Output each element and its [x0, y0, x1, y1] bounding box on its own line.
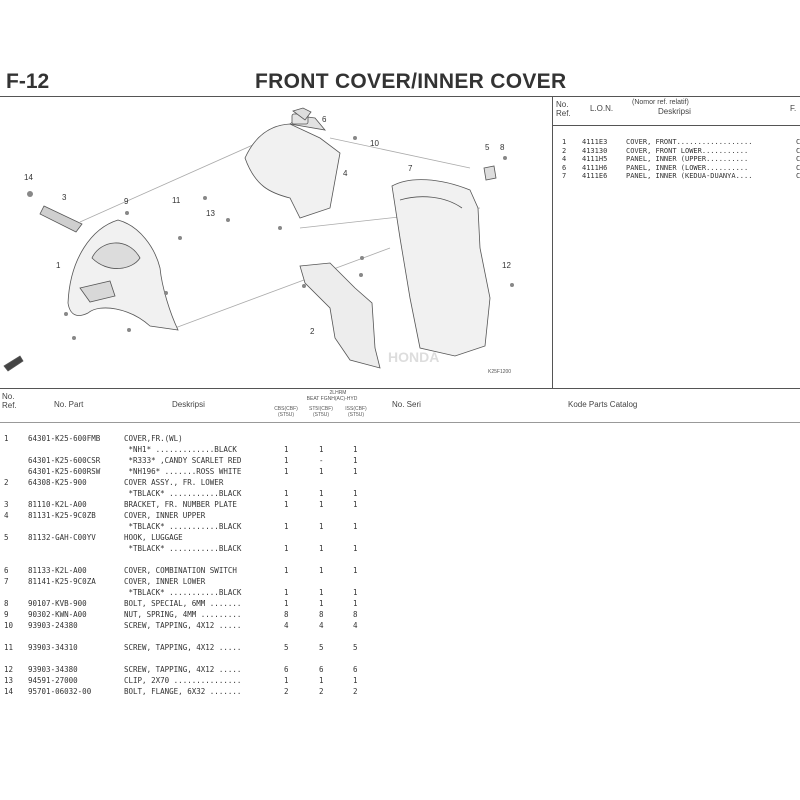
row-ref: 10 [4, 621, 14, 630]
row-qty-2: 1 [319, 445, 324, 454]
row-ref: 6 [4, 566, 9, 575]
row-qty-2: 2 [319, 687, 324, 696]
row-qty-1: 1 [284, 522, 289, 531]
row-part-number: 64301-K25-600FMB [28, 434, 101, 443]
row-qty-3: 1 [353, 445, 358, 454]
parts-col-variant-1: CBS(CBF) (ST5U) [274, 406, 298, 418]
row-description: *R333* ,CANDY SCARLET RED [124, 456, 242, 465]
row-part-number: 93903-34380 [28, 665, 78, 674]
callout-7: 7 [408, 164, 413, 173]
row-description: *TBLACK* ...........BLACK [124, 522, 242, 531]
row-description: *NH1* .............BLACK [124, 445, 237, 454]
table-row [0, 533, 800, 544]
callout-1: 1 [56, 261, 61, 270]
row-qty-2: 6 [319, 665, 324, 674]
parts-header-divider [0, 422, 800, 423]
ref-col-lon: L.O.N. [590, 104, 614, 113]
row-qty-3: 1 [353, 456, 358, 465]
ref-row-f: C [796, 138, 800, 146]
row-description: BOLT, SPECIAL, 6MM ....... [124, 599, 242, 608]
callout-11: 11 [172, 196, 181, 205]
ref-row-f: C [796, 155, 800, 163]
row-ref: 7 [4, 577, 9, 586]
table-row [0, 687, 800, 698]
row-part-number: 81141-K25-9C0ZA [28, 577, 96, 586]
ref-row-desc: PANEL, INNER (LOWER.......... [626, 163, 749, 172]
row-ref: 9 [4, 610, 9, 619]
table-row [0, 643, 800, 654]
row-part-number: 81133-K2L-A00 [28, 566, 87, 575]
row-qty-1: 1 [284, 676, 289, 685]
table-row [0, 522, 800, 533]
table-row [0, 511, 800, 522]
table-row [0, 676, 800, 687]
row-ref: 13 [4, 676, 14, 685]
ref-row-lon: 4111H5 [582, 155, 608, 163]
row-part-number: 93903-24380 [28, 621, 78, 630]
exploded-parts-diagram [0, 98, 552, 388]
table-row [0, 599, 800, 610]
row-qty-1: 1 [284, 445, 289, 454]
row-part-number: 94591-27000 [28, 676, 78, 685]
ref-col-f: F. [790, 104, 797, 113]
table-row [0, 665, 800, 676]
parts-col-no-part: No. Part [54, 400, 84, 409]
row-qty-3: 1 [353, 522, 358, 531]
table-row [0, 445, 800, 456]
table-row [0, 544, 800, 555]
row-description: SCREW, TAPPING, 4X12 ..... [124, 665, 242, 674]
row-part-number: 64301-K25-600CSR [28, 456, 101, 465]
row-part-number: 64308-K25-900 [28, 478, 87, 487]
row-part-number: 81131-K25-9C0ZB [28, 511, 96, 520]
ref-table-row [556, 164, 800, 173]
table-row [0, 489, 800, 500]
parts-table-body [0, 434, 800, 698]
row-qty-3: 6 [353, 665, 358, 674]
row-description: CLIP, 2X70 ............... [124, 676, 242, 685]
row-description: *TBLACK* ...........BLACK [124, 544, 242, 553]
ref-row-lon: 4111E3 [582, 138, 608, 146]
row-qty-2: 1 [319, 566, 324, 575]
table-row [0, 434, 800, 445]
ref-row-lon: 4111E6 [582, 172, 608, 180]
row-qty-1: 4 [284, 621, 289, 630]
callout-5: 5 [485, 143, 490, 152]
row-qty-1: 2 [284, 687, 289, 696]
row-qty-1: 8 [284, 610, 289, 619]
diagram-divider [552, 97, 553, 388]
row-description: COVER, INNER UPPER [124, 511, 206, 520]
table-row [0, 500, 800, 511]
row-ref: 5 [4, 533, 9, 542]
ref-row-desc: PANEL, INNER (UPPER.......... [626, 155, 749, 163]
row-qty-3: 1 [353, 544, 358, 553]
row-qty-3: 1 [353, 588, 358, 597]
parts-col-deskripsi: Deskripsi [172, 400, 205, 409]
table-row [0, 632, 800, 643]
row-qty-3: 2 [353, 687, 358, 696]
row-qty-3: 1 [353, 676, 358, 685]
row-description: COVER,FR.(WL) [124, 434, 183, 443]
callout-13: 13 [206, 209, 215, 218]
ref-row-lon: 413130 [582, 146, 608, 155]
row-qty-1: 1 [284, 456, 289, 465]
parts-col-variant-2: ST5I(CBF) (ST5U) [309, 406, 333, 418]
row-description: *TBLACK* ...........BLACK [124, 588, 242, 597]
row-description: COVER, INNER LOWER [124, 577, 206, 586]
table-row [0, 467, 800, 478]
header-divider [0, 96, 800, 97]
callout-3: 3 [62, 193, 67, 202]
row-ref: 1 [4, 434, 9, 443]
row-qty-3: 1 [353, 489, 358, 498]
ref-row-no: 4 [562, 155, 567, 163]
ref-row-no: 1 [562, 138, 567, 146]
ref-row-f: C [796, 146, 800, 155]
parts-col-no-seri: No. Seri [392, 400, 421, 409]
ref-table-row [556, 155, 800, 164]
row-description: *NH196* .......ROSS WHITE [124, 467, 242, 476]
row-qty-3: 8 [353, 610, 358, 619]
callout-14: 14 [24, 173, 33, 182]
page-title: FRONT COVER/INNER COVER [255, 70, 567, 93]
callout-12: 12 [502, 261, 511, 270]
row-description: SCREW, TAPPING, 4X12 ..... [124, 621, 242, 630]
ref-table-body [556, 138, 800, 181]
table-row [0, 577, 800, 588]
parts-model-code: 2LHRM [329, 390, 347, 396]
row-qty-2: 1 [319, 676, 324, 685]
ref-table-header-divider [552, 125, 800, 126]
table-row [0, 654, 800, 665]
callout-10: 10 [370, 139, 379, 148]
row-description: *TBLACK* ...........BLACK [124, 489, 242, 498]
row-qty-2: 1 [319, 500, 324, 509]
ref-row-no: 6 [562, 163, 567, 172]
table-row [0, 610, 800, 621]
row-qty-3: 1 [353, 467, 358, 476]
row-ref: 8 [4, 599, 9, 608]
ref-row-desc: COVER, FRONT.................. [626, 138, 753, 146]
ref-table-row [556, 138, 800, 147]
page-code: F-12 [6, 70, 50, 93]
row-description: HOOK, LUGGAGE [124, 533, 183, 542]
table-row [0, 555, 800, 566]
ref-row-lon: 4111H6 [582, 163, 608, 172]
callout-8: 8 [500, 143, 505, 152]
row-qty-1: 5 [284, 643, 289, 652]
ref-col-desc: Deskripsi [658, 107, 691, 116]
table-row [0, 621, 800, 632]
callout-9: 9 [124, 197, 129, 206]
row-description: COVER ASSY., FR. LOWER [124, 478, 224, 487]
row-qty-1: 6 [284, 665, 289, 674]
ref-col-no: No. Ref. [556, 100, 571, 118]
row-part-number: 64301-K25-600RSW [28, 467, 101, 476]
row-qty-2: 1 [319, 588, 324, 597]
row-qty-1: 1 [284, 599, 289, 608]
row-ref: 2 [4, 478, 9, 487]
row-qty-3: 5 [353, 643, 358, 652]
ref-table-row [556, 172, 800, 181]
parts-col-variant-3: ISS(CBF) (ST5U) [345, 406, 367, 418]
row-qty-3: 1 [353, 566, 358, 575]
diagram-code: K25F1200 [488, 369, 512, 375]
row-qty-2: 1 [319, 522, 324, 531]
row-qty-1: 1 [284, 588, 289, 597]
parts-model-name: BEAT FGNH(AC)-HYD [306, 396, 358, 402]
callout-6: 6 [322, 115, 327, 124]
row-ref: 11 [4, 643, 14, 652]
row-qty-1: 1 [284, 467, 289, 476]
ref-row-f: C [796, 163, 800, 172]
row-ref: 14 [4, 687, 14, 696]
row-part-number: 90302-KWN-A00 [28, 610, 87, 619]
callout-4: 4 [343, 169, 348, 178]
row-description: SCREW, TAPPING, 4X12 ..... [124, 643, 242, 652]
row-ref: 12 [4, 665, 14, 674]
row-qty-2: 1 [319, 599, 324, 608]
row-part-number: 90107-KVB-900 [28, 599, 87, 608]
row-part-number: 81110-K2L-A00 [28, 500, 87, 509]
row-qty-1: 1 [284, 566, 289, 575]
ref-col-desc-top: (Nomor ref. relatif) [632, 99, 689, 106]
ref-row-desc: COVER, FRONT LOWER........... [626, 146, 749, 155]
row-qty-2: - [319, 456, 324, 465]
table-row [0, 566, 800, 577]
row-description: BRACKET, FR. NUMBER PLATE [124, 500, 237, 509]
row-ref: 4 [4, 511, 9, 520]
row-description: NUT, SPRING, 4MM ......... [124, 610, 242, 619]
parts-col-no-ref: No. Ref. [2, 392, 17, 410]
row-description: COVER, COMBINATION SWITCH [124, 566, 237, 575]
honda-watermark: HONDA [388, 349, 440, 365]
ref-table-row [556, 147, 800, 156]
ref-row-desc: PANEL, INNER (KEDUA-DUANYA.... [626, 172, 753, 180]
ref-row-f: C [796, 172, 800, 180]
row-part-number: 93903-34310 [28, 643, 78, 652]
row-qty-2: 1 [319, 544, 324, 553]
row-part-number: 81132-GAH-C00YV [28, 533, 96, 542]
parts-col-kode: Kode Parts Catalog [568, 400, 638, 409]
row-qty-2: 1 [319, 489, 324, 498]
row-qty-3: 4 [353, 621, 358, 630]
table-row [0, 478, 800, 489]
table-row [0, 456, 800, 467]
row-ref: 3 [4, 500, 9, 509]
ref-row-no: 2 [562, 146, 567, 155]
row-qty-2: 4 [319, 621, 324, 630]
row-qty-2: 5 [319, 643, 324, 652]
row-qty-3: 1 [353, 500, 358, 509]
row-qty-3: 1 [353, 599, 358, 608]
row-qty-2: 8 [319, 610, 324, 619]
row-part-number: 95701-06032-00 [28, 687, 92, 696]
row-description: BOLT, FLANGE, 6X32 ....... [124, 687, 242, 696]
row-qty-1: 1 [284, 489, 289, 498]
row-qty-2: 1 [319, 467, 324, 476]
ref-row-no: 7 [562, 172, 567, 180]
table-row [0, 588, 800, 599]
row-qty-1: 1 [284, 544, 289, 553]
diagram-bottom-divider [0, 388, 800, 389]
callout-2: 2 [310, 327, 315, 336]
row-qty-1: 1 [284, 500, 289, 509]
